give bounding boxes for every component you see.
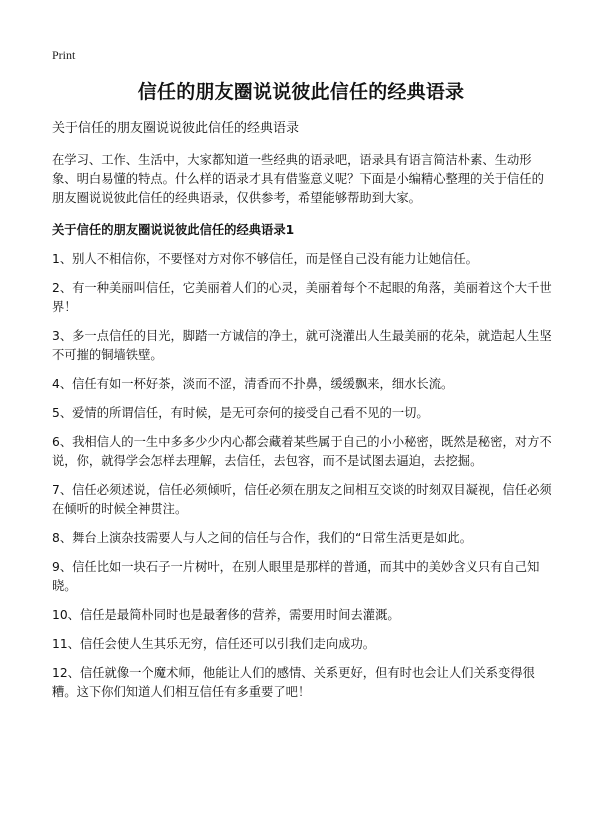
print-link[interactable]: Print <box>52 48 76 62</box>
page-title: 信任的朋友圈说说彼此信任的经典语录 <box>137 81 465 103</box>
intro-paragraph: 在学习、工作、生活中，大家都知道一些经典的语录吧，语录具有语言简洁朴素、生动形象、明白易懂的特点。什么样的语录才具有借鉴意义呢？下面是小编精心整理的关于信任的朋友圈说说彼此信任的经典语录，仅供参考，希望能够帮助到大家。 <box>52 153 544 205</box>
quote-item-8: 8、舞台上演杂技需要人与人之间的信任与合作，我们的“日常生活更是如此。 <box>52 531 472 545</box>
quote-item-4: 4、信任有如一杯好茶，淡而不涩，清香而不扑鼻，缓缓飘来，细水长流。 <box>52 377 454 391</box>
quote-item-9: 9、信任比如一块石子一片树叶，在别人眼里是那样的普通，而其中的美妙含义只有自己知晓。 <box>52 560 540 593</box>
quote-item-6: 6、我相信人的一生中多多少少内心都会藏着某些属于自己的小小秘密，既然是秘密，对方不说，你，就得学会怎样去理解，去信任，去包容，而不是试图去逼迫，去挖掘。 <box>52 435 552 468</box>
quote-item-1: 1、别人不相信你，不要怪对方对你不够信任，而是怪自己没有能力让她信任。 <box>52 252 478 266</box>
quote-item-2: 2、有一种美丽叫信任，它美丽着人们的心灵，美丽着每个不起眼的角落，美丽着这个大千世界！ <box>52 281 552 314</box>
section-heading: 关于信任的朋友圈说说彼此信任的经典语录1 <box>52 223 295 237</box>
article-subtitle: 关于信任的朋友圈说说彼此信任的经典语录 <box>52 121 300 136</box>
article-body <box>52 151 552 712</box>
quote-item-10: 10、信任是最简朴同时也是最奢侈的营养，需要用时间去灌溉。 <box>52 608 400 622</box>
quote-item-12: 12、信任就像一个魔术师，他能让人们的感情、关系更好，但有时也会让人们关系变得很糟。这下你们知道人们相互信任有多重要了吧！ <box>52 666 535 699</box>
quote-item-7: 7、信任必须述说，信任必须倾听，信任必须在朋友之间相互交谈的时刻双目凝视，信任必须在倾听的时候全神贯注。 <box>52 483 552 516</box>
quote-item-3: 3、多一点信任的目光，脚踏一方诚信的净土，就可浇灌出人生最美丽的花朵，就造起人生坚不可摧的铜墙铁壁。 <box>52 329 552 362</box>
quote-item-11: 11、信任会使人生其乐无穷，信任还可以引我们走向成功。 <box>52 637 376 651</box>
quote-item-5: 5、爱情的所谓信任，有时候，是无可奈何的接受自己看不见的一切。 <box>52 406 429 420</box>
